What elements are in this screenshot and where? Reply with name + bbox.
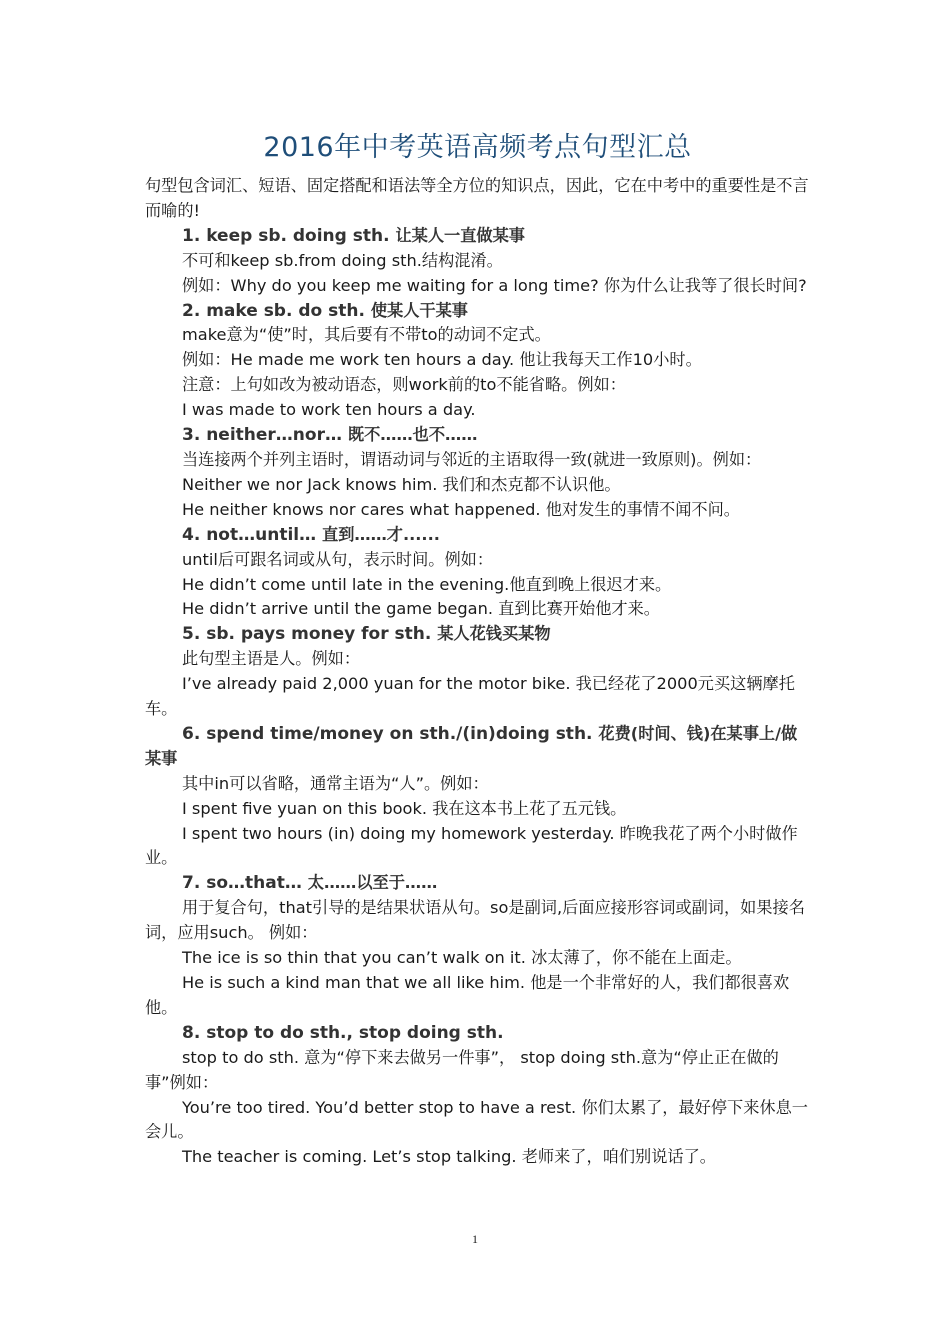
section-heading-cn: 使某人干某事 [370,300,468,320]
document-title: 2016年中考英语高频考点句型汇总 [263,132,692,163]
section-paragraph: The teacher is coming. Let’s stop talking. 老师来了，咱们别说话了。 [182,1147,716,1167]
section-heading-en: 6. spend time/money on sth./(in)doing sth. [182,723,593,744]
section-paragraph: He is such a kind man that we all like him. 他是一个非常好的人，我们都很喜欢他。 [145,973,790,1017]
section-paragraph: 用于复合句，that引导的是结果状语从句。so是副词,后面应接形容词或副词，如果接名词，应用such。 例如： [145,898,805,943]
section-heading [145,423,810,448]
section-paragraph: make意为“使”时，其后要有不带to的动词不定式。 [182,325,551,345]
section-paragraph: He didn’t come until late in the evening.他直到晚上很迟才来。 [182,574,672,594]
section-heading [145,1021,810,1046]
section-paragraph: 不可和keep sb.from doing sth.结构混淆。 [182,250,503,270]
section-heading-en: 1. keep sb. doing sth. [182,225,390,246]
section-heading-en: 7. so…that… [182,873,302,894]
section-paragraph: I spent five yuan on this book. 我在这本书上花了五元钱。 [182,798,627,818]
section-paragraph: I spent two hours (in) doing my homework yesterday. 昨晚我花了两个小时做作业。 [145,823,798,868]
section-heading-cn: 直到……才...... [322,524,440,544]
section-heading-cn: 既不……也不…… [347,425,478,445]
section-paragraph: until后可跟名词或从句，表示时间。例如： [182,549,494,569]
sections-container [145,224,810,1170]
section-heading-cn: 花费(时间、钱)在某事上/做某事 [145,723,798,768]
section-heading [145,523,810,548]
section-paragraph: He didn’t arrive until the game began. 直到比赛开始他才来。 [182,599,660,619]
section-paragraph: 其中in可以省略，通常主语为“人”。例如： [182,773,489,793]
section-heading-en: 5. sb. pays money for sth. [182,624,432,645]
section-paragraph: He neither knows nor cares what happened. 他对发生的事情不闻不问。 [182,499,740,519]
section-paragraph: stop to do sth. 意为“停下来去做另一件事”， stop doing sth.意为“停止正在做的事”例如： [145,1047,779,1092]
section-paragraph: You’re too tired. You’d better stop to have a rest. 你们太累了，最好停下来休息一会儿。 [145,1097,808,1142]
section-paragraph: I’ve already paid 2,000 yuan for the motor bike. 我已经花了2000元买这辆摩托车。 [145,674,795,719]
section-heading [145,224,810,249]
section-paragraph: 例如：He made me work ten hours a day. 他让我每天工作10小时。 [182,350,702,370]
section-paragraph: 注意：上句如改为被动语态，则work前的to不能省略。例如： [182,375,626,395]
page-number: 1 [472,1232,478,1246]
section-paragraph: 此句型主语是人。例如： [182,649,361,669]
section-heading-en: 8. stop to do sth., stop doing sth. [182,1022,504,1043]
section-paragraph: 例如：Why do you keep me waiting for a long time? 你为什么让我等了很长时间? [182,275,807,295]
section-heading-en: 4. not…until… [182,524,317,545]
section-heading [145,722,810,772]
section-paragraph: 当连接两个并列主语时，谓语动词与邻近的主语取得一致(就进一致原则)。例如： [182,449,762,469]
section-heading-cn: 太……以至于…… [307,873,438,893]
section-paragraph: I was made to work ten hours a day. [182,400,476,420]
section-heading [145,299,810,324]
section-paragraph: The ice is so thin that you can’t walk on it. 冰太薄了，你不能在上面走。 [182,948,742,968]
intro-paragraph: 句型包含词汇、短语、固定搭配和语法等全方位的知识点，因此，它在中考中的重要性是不言而喻的! [145,176,809,220]
section-heading [145,622,810,647]
document-page [145,126,810,1170]
section-heading-cn: 让某人一直做某事 [395,225,525,245]
section-heading-en: 2. make sb. do sth. [182,300,365,321]
section-heading-cn: 某人花钱买某物 [437,624,551,644]
section-heading [145,871,810,896]
section-paragraph: Neither we nor Jack knows him. 我们和杰克都不认识他。 [182,474,621,494]
section-heading-en: 3. neither…nor… [182,425,342,446]
